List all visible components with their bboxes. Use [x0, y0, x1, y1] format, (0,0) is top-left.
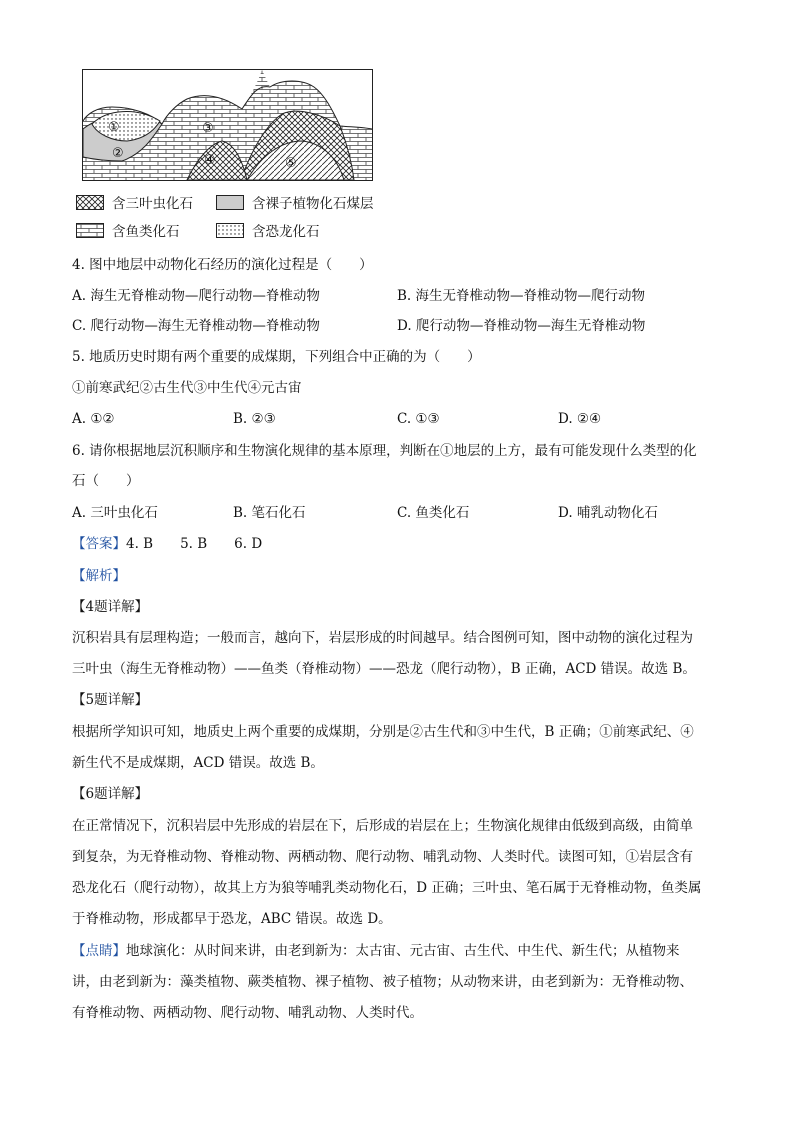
answer-line: [72, 534, 262, 554]
q6-option-d: D. 哺乳动物化石: [558, 505, 658, 521]
q5-option-d: D. ②④: [558, 411, 602, 427]
detail-6-line4: 于脊椎动物，形成都早于恐龙，ABC 错误。故选 D。: [72, 911, 392, 927]
label-3: ③: [202, 121, 214, 136]
label-1: ①: [108, 120, 120, 135]
crosshatch-swatch: [76, 195, 104, 210]
label-5: ⑤: [285, 156, 297, 171]
question-6-stem-line1: 6. 请你根据地层沉积顺序和生物演化规律的基本原理，判断在①地层的上方，最有可能发现什么类型的化: [72, 443, 697, 459]
legend-fish: 含鱼类化石: [76, 220, 180, 240]
detail-4-line1: 沉积岩具有层理构造；一般而言，越向下，岩层形成的时间越早。结合图例可知，图中动物的演化过程为: [72, 630, 693, 646]
q6-option-a: A. 三叶虫化石: [72, 505, 158, 521]
detail-6-line1: 在正常情况下，沉积岩层中先形成的岩层在下，后形成的岩层在上；生物演化规律由低级到高级，由简单: [72, 818, 693, 834]
tip-line1: 【点睛】地球演化：从时间来讲，由老到新为：太古宙、元古宙、古生代、中生代、新生代；从植物来: [72, 943, 680, 959]
answer-text: 4. B 5. B 6. D: [126, 536, 263, 552]
label-4: ④: [204, 153, 216, 168]
dots-swatch: [216, 223, 244, 238]
q6-option-c: C. 鱼类化石: [397, 505, 470, 521]
tip-line3: 有脊椎动物、两栖动物、爬行动物、哺乳动物、人类时代。: [72, 1005, 423, 1021]
question-5-sub: ①前寒武纪②古生代③中生代④元古宙: [72, 380, 302, 396]
brick-swatch: [76, 223, 104, 238]
tip-line2: 讲，由老到新为：藻类植物、蕨类植物、裸子植物、被子植物；从动物来讲，由老到新为：无脊椎动物、: [72, 974, 693, 990]
analysis-label: 【解析】: [72, 568, 126, 584]
q6-option-b: B. 笔石化石: [233, 505, 306, 521]
question-4-stem: 4. 图中地层中动物化石经历的演化过程是（ ）: [72, 257, 373, 273]
gray-swatch: [216, 195, 244, 210]
label-2: ②: [112, 146, 124, 161]
legend-dinosaur: 含恐龙化石: [216, 220, 320, 240]
detail-4-title: 【4题详解】: [72, 599, 149, 615]
q4-option-a: A. 海生无脊椎动物—爬行动物—脊椎动物: [72, 288, 320, 304]
detail-5-line1: 根据所学知识可知，地质史上两个重要的成煤期，分别是②古生代和③中生代，B 正确；①前寒武纪、④: [72, 724, 694, 740]
legend-gymnosperm-coal: 含裸子植物化石煤层: [216, 192, 374, 212]
legend-trilobite: 含三叶虫化石: [76, 192, 193, 212]
q4-option-c: C. 爬行动物—海生无脊椎动物—脊椎动物: [72, 318, 320, 334]
q5-option-c: C. ①③: [397, 411, 440, 427]
q5-option-a: A. ①②: [72, 411, 115, 427]
detail-6-line2: 到复杂，为无脊椎动物、脊椎动物、两栖动物、爬行动物、哺乳动物、人类时代。读图可知，①岩层含有: [72, 849, 693, 865]
strata-diagram: [82, 69, 374, 182]
detail-6-title: 【6题详解】: [72, 786, 149, 802]
detail-5-title: 【5题详解】: [72, 692, 149, 708]
tip-label: 【点睛】: [72, 943, 126, 959]
detail-4-line2: 三叶虫（海生无脊椎动物）——鱼类（脊椎动物）——恐龙（爬行动物），B 正确，ACD 错误。故选 B。: [72, 661, 696, 677]
question-5-stem: 5. 地质历史时期有两个重要的成煤期，下列组合中正确的为（ ）: [72, 349, 481, 365]
q4-option-b: B. 海生无脊椎动物—脊椎动物—爬行动物: [397, 288, 646, 304]
detail-5-line2: 新生代不是成煤期，ACD 错误。故选 B。: [72, 755, 324, 771]
q5-option-b: B. ②③: [233, 411, 276, 427]
question-6-stem-line2: 石（ ）: [72, 473, 140, 489]
q4-option-d: D. 爬行动物—脊椎动物—海生无脊椎动物: [397, 318, 646, 334]
detail-6-line3: 恐龙化石（爬行动物），故其上方为狼等哺乳类动物化石，D 正确；三叶虫、笔石属于无脊椎动物，鱼类属: [72, 880, 702, 896]
answer-label: 【答案】: [72, 536, 126, 552]
